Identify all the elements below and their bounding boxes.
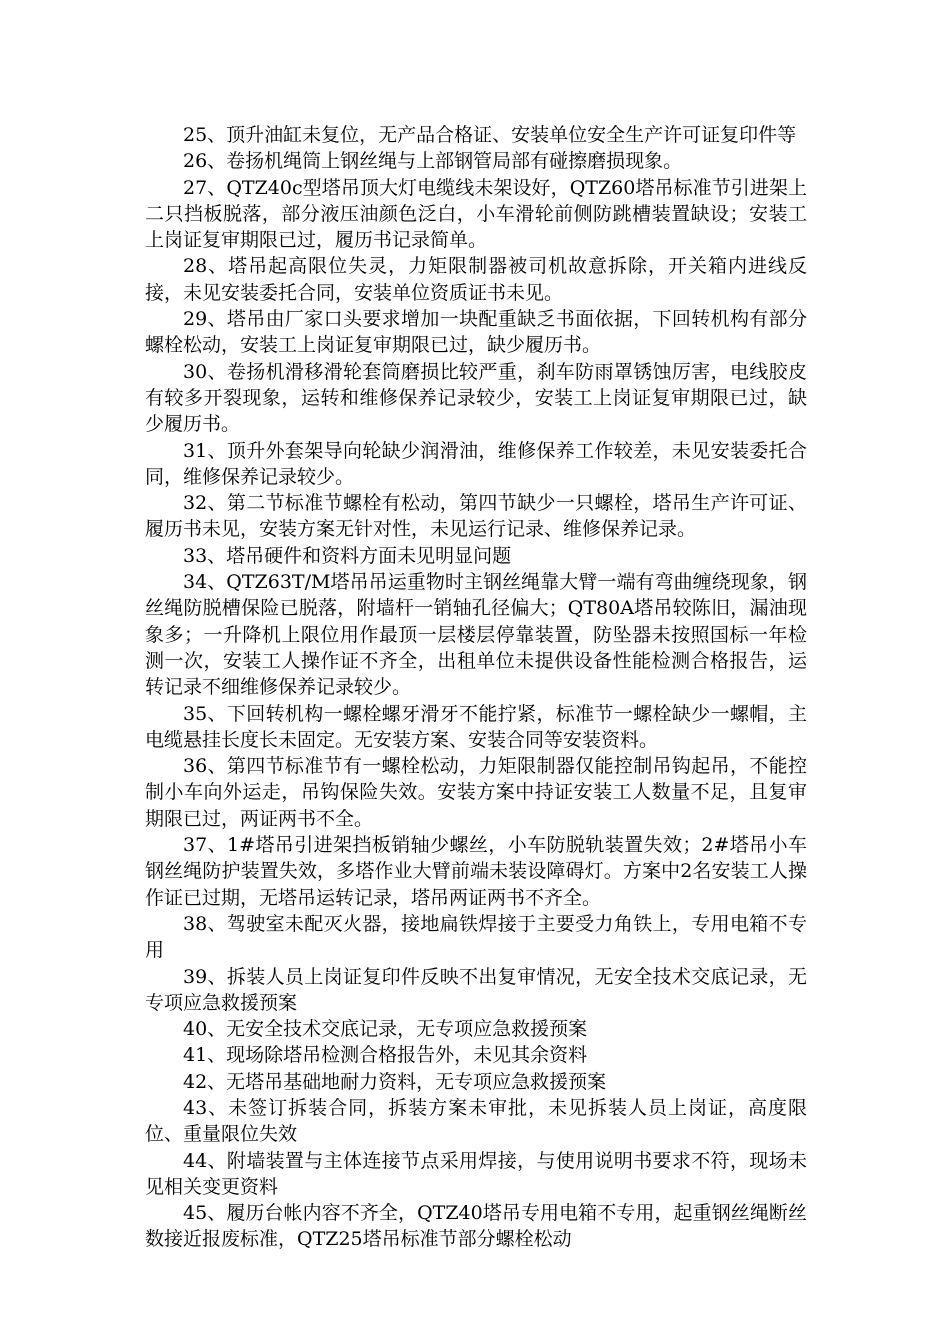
list-item-26: 26、卷扬机绳筒上钢丝绳与上部钢管局部有碰擦磨损现象。	[183, 150, 683, 173]
list-item-33: 33、塔吊硬件和资料方面未见明显问题	[183, 544, 512, 567]
list-item-41: 41、现场除塔吊检测合格报告外，未见其余资料	[183, 1044, 588, 1067]
list-item-35: 35、下回转机构一螺栓螺牙滑牙不能拧紧，标准节一螺栓缺少一螺帽，主电缆悬挂长度长未固定。无安装方案、安装合同等安装资料。	[145, 702, 807, 751]
list-item-30: 30、卷扬机滑移滑轮套筒磨损比较严重，刹车防雨罩锈蚀厉害，电线胶皮有较多开裂现象，运转和维修保养记录较少，安装工上岗证复审期限已过，缺少履历书。	[145, 360, 807, 436]
list-item-38: 38、驾驶室未配灭火器，接地扁铁焊接于主要受力角铁上，专用电箱不专用	[145, 912, 807, 962]
list-item-43: 43、未签订拆装合同，拆装方案未审批，未见拆装人员上岗证，高度限位、重量限位失效	[145, 1096, 807, 1146]
list-item-45: 45、履历台帐内容不齐全，QTZ40塔吊专用电箱不专用，起重钢丝绳断丝数接近报废标准，QTZ25塔吊标准节部分螺栓松动	[145, 1202, 807, 1251]
list-item-36: 36、第四节标准节有一螺栓松动，力矩限制器仅能控制吊钩起吊，不能控制小车向外运走，吊钩保险失效。安装方案中持证安装工人数量不足，且复审期限已过，两证两书不全。	[145, 755, 807, 830]
document-body	[145, 122, 807, 1253]
list-item-31: 31、顶升外套架导向轮缺少润滑油，维修保养工作较差，未见安装委托合同，维修保养记录较少。	[145, 439, 807, 488]
list-item-28: 28、塔吊起高限位失灵，力矩限制器被司机故意拆除，开关箱内进线反接，未见安装委托合同，安装单位资质证书未见。	[145, 255, 807, 304]
list-item-44: 44、附墙装置与主体连接节点采用焊接，与使用说明书要求不符，现场未见相关变更资料	[145, 1149, 807, 1198]
list-item-25: 25、顶升油缸未复位，无产品合格证、安装单位安全生产许可证复印件等	[183, 124, 797, 146]
list-item-40: 40、无安全技术交底记录，无专项应急救援预案	[183, 1018, 588, 1041]
list-item-37: 37、1#塔吊引进架挡板销轴少螺丝，小车防脱轨装置失效；2#塔吊小车钢丝绳防护装置失效，多塔作业大臂前端未装设障碍灯。方案中2名安装工人操作证已过期，无塔吊运转记录，塔吊两证两书不齐全。	[145, 834, 807, 909]
list-item-29: 29、塔吊由厂家口头要求增加一块配重缺乏书面依据，下回转机构有部分螺栓松动，安装工上岗证复审期限已过，缺少履历书。	[145, 308, 807, 357]
list-item-27: 27、QTZ40c型塔吊顶大灯电缆线未架设好，QTZ60塔吊标准节引进架上二只挡板脱落，部分液压油颜色泛白，小车滑轮前侧防跳槽装置缺设；安装工上岗证复审期限已过，履历书记录简单。	[145, 176, 807, 252]
list-item-42: 42、无塔吊基础地耐力资料，无专项应急救援预案	[183, 1070, 607, 1093]
list-item-32: 32、第二节标准节螺栓有松动，第四节缺少一只螺栓，塔吊生产许可证、履历书未见，安装方案无针对性，未见运行记录、维修保养记录。	[145, 492, 807, 541]
list-item-39: 39、拆装人员上岗证复印件反映不出复审情况，无安全技术交底记录，无专项应急救援预案	[145, 965, 807, 1014]
list-item-34: 34、QTZ63T/M塔吊吊运重物时主钢丝绳靠大臂一端有弯曲缠绕现象，钢丝绳防脱槽保险已脱落，附墙杆一销轴孔径偏大；QT80A塔吊较陈旧，漏油现象多；一升降机上限位用作最顶一层楼层停靠装置，防坠器未按照国标一年检测一次，安装工人操作证不齐全，出租单位未提供设备性能检测合格报告，运转记录不细维修保养记录较少。	[145, 571, 807, 699]
